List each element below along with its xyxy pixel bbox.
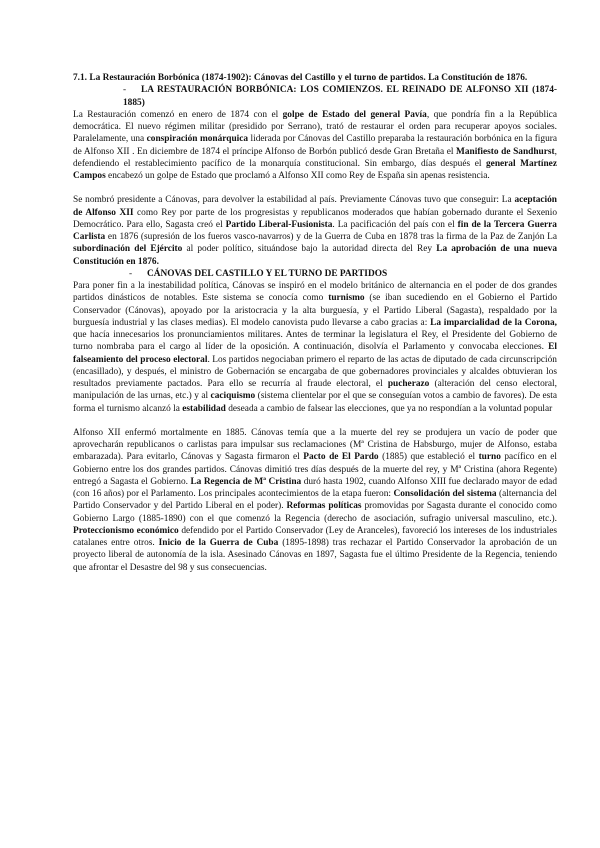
bold-term: golpe de Estado del general Pavía xyxy=(282,109,427,120)
text-run: Para poner fin a la inestabilidad política, Cánovas se inspiró en el modelo británico de alternancia en el poder de dos grandes partidos dinásticos de notables. Este sistema se conocía como xyxy=(73,281,557,304)
paragraph-turnismo xyxy=(73,280,557,415)
text-run: (se iban sucediendo en el Gobierno el Partido Conservador (Cánovas), apoyado por la aristocracia y la alta burguesía, y el Partido Liberal (Sagasta), respaldado por la burguesía industrial y las clases medias). El modelo canovista pudo llevarse a cabo gracias a: xyxy=(73,293,558,328)
text-run: duró hasta 1902, cuando Alfonso XIII fue declarado mayor de edad (con 16 años) por el Parlamento. Los principales acontecimientos de la etapa fueron: xyxy=(73,476,557,499)
paragraph-regencia xyxy=(73,427,557,574)
bold-term: subordinación del Ejército xyxy=(73,244,183,255)
section-heading-restauracion xyxy=(73,84,557,109)
text-run: liderada por Cánovas del Castillo preparaba la restauración borbónica en la figura de Alfonso XII . En diciembre de 1874 el príncipe Alfonso de Borbón publicó desde Gran Bretaña el xyxy=(73,134,558,157)
bold-term: pucherazo xyxy=(387,379,430,389)
text-run: (sistema clientelar por el que se conseguían votos a cambio de favores). De esta forma el turnismo alcanzó la xyxy=(73,391,557,414)
bold-term: La aprobación de una nueva Constitución en 1876. xyxy=(73,244,557,267)
bold-term: general Martínez Campos xyxy=(73,158,557,181)
bold-term: Consolidación del sistema xyxy=(393,489,497,499)
list-dash: - xyxy=(123,85,127,96)
paragraph-spacer xyxy=(73,182,557,194)
section-heading-turno xyxy=(73,268,557,280)
text-run: en 1876 (supresión de los fueros vasco-navarros) y de la Guerra de Cuba en 1878 tras la firma de la Paz de Zanjón La xyxy=(105,232,557,242)
text-run: (1895-1898) tras rechazar el Partido Conservador la aprobación de un proyecto liberal de autonomía de la isla. Asesinado Cánovas en 1897, Sagasta fue el último Presidente de la Regencia, teniendo que afrontar el Desastre del 98 y sus consecuencias. xyxy=(73,538,557,573)
list-dash: - xyxy=(129,268,133,279)
bold-term: La imparcialidad de la Corona, xyxy=(430,317,557,328)
text-run: como Rey por parte de los progresistas y republicanos moderados que habían gobernado durante el Sexenio Democrático. Para ello, Sagasta creó el xyxy=(73,207,558,230)
bold-term: turno xyxy=(478,452,501,463)
text-run: que hacía innecesarios los pronunciamientos militares. Antes de terminar la legislatura el Rey, el Presidente del Gobierno de turno nombraba para el cargo al líder de la oposición. A continuación, disolvía el Parlamento y convocaba elecciones. xyxy=(73,330,557,353)
text-run: Alfonso XII enfermó mortalmente en 1885. Cánovas temía que a la muerte del rey se produjera un vacío de poder que aprovecharán republicanos o carlistas para impulsar sus reclamaciones (Mª Cristina de Habsburgo, mujer de Alfonso, estaba embarazada). Para evitarlo, Cánovas y Sagasta firmaron el xyxy=(73,427,557,463)
text-run: La Restauración comenzó en enero de 1874 con el xyxy=(73,109,283,120)
text-run: defendido por el Partido Conservador (Ley de Aranceles), favoreció los intereses de los industriales catalanes entre otros. xyxy=(73,525,557,548)
bold-term: Inicio de la Guerra de Cuba xyxy=(158,538,279,548)
text-run: , que pondría fin a la República democrática. El nuevo régimen militar (presidido por Serrano), trató de restaurar el orden para recuperar apoyos sociales. Paralelamente, una xyxy=(73,109,557,145)
document-title: 7.1. La Restauración Borbónica (1874-1902): Cánovas del Castillo y el turno de partidos. La Constitución de 1876. xyxy=(73,73,528,83)
paragraph-presidencia-canovas xyxy=(73,194,557,268)
text-run: al poder político, situándose bajo la autoridad directa del Rey xyxy=(182,244,437,255)
text-run: deseada a cambio de falsear las elecciones, que ya no respondían a la voluntad popular xyxy=(225,403,553,414)
bold-term: aceptación de Alfonso XII xyxy=(73,195,557,218)
text-run: (alternancia del Partido Conservador y del Partido Liberal en el poder). xyxy=(73,489,557,512)
bold-term: fin de la Tercera Guerra Carlista xyxy=(73,219,557,242)
text-run: encabezó un golpe de Estado que proclamó a Alfonso XII como Rey de España sin apenas resistencia. xyxy=(105,171,490,181)
section-heading-text: LA RESTAURACIÓN BORBÓNICA: LOS COMIENZOS. EL REINADO DE ALFONSO XII (1874-1885) xyxy=(123,85,557,108)
bold-term: conspiración monárquica xyxy=(146,134,249,145)
text-run: (1885) que estableció el xyxy=(378,452,479,463)
bold-term: Proteccionismo económico xyxy=(73,525,179,536)
section-heading-text: CÁNOVAS DEL CASTILLO Y EL TURNO DE PARTIDOS xyxy=(147,268,388,279)
bold-term: Reformas políticas xyxy=(286,501,362,512)
bold-term: Partido Liberal-Fusionista xyxy=(225,219,333,230)
text-run: promovidas por Sagasta durante el conocido como Gobierno Largo (1885-1890) con el que comenzó la Regencia (derecho de asociación, sufragio universal masculino, etc.). xyxy=(73,501,557,524)
text-run: pacífico en el Gobierno entre los dos grandes partidos. Cánovas dimitió tres días después de la muerte del rey, y Mª Cristina (ahora Regente) entregó a Sagasta el Gobierno. xyxy=(73,452,558,487)
bold-term: El falseamiento del proceso electoral xyxy=(73,342,557,365)
paragraph-spacer xyxy=(73,415,557,427)
document-page xyxy=(73,72,557,574)
text-run: (alteración del censo electoral, manipulación de las urnas, etc.) y al xyxy=(73,379,557,402)
paragraph-inicio-restauracion xyxy=(73,109,557,183)
text-run: . La pacificación del país con el xyxy=(332,219,458,230)
bold-term: Manifiesto de Sandhurst xyxy=(456,146,555,157)
bold-term: caciquismo xyxy=(210,391,256,402)
text-run: , defendiendo el restablecimiento pacífico de la monarquía constitucional. Sin embargo, días después el xyxy=(73,146,557,169)
bold-term: turnismo xyxy=(328,293,365,304)
bold-term: La Regencia de Mª Cristina xyxy=(190,476,302,487)
text-run: . Los partidos negociaban primero el reparto de las actas de diputado de cada circunscripción (encasillado), y después, el ministro de Gobernación se encargaba de que gobernadores provinciales y alcaldes obtuvieran los resultados previamente pactados. Para ello se recurría al fraude electoral, el xyxy=(73,354,557,389)
bold-term: estabilidad xyxy=(182,403,226,414)
text-run: Se nombró presidente a Cánovas, para devolver la estabilidad al país. Previamente Cánovas tuvo que conseguir: La xyxy=(73,195,515,206)
bold-term: Pacto de El Pardo xyxy=(303,452,379,463)
